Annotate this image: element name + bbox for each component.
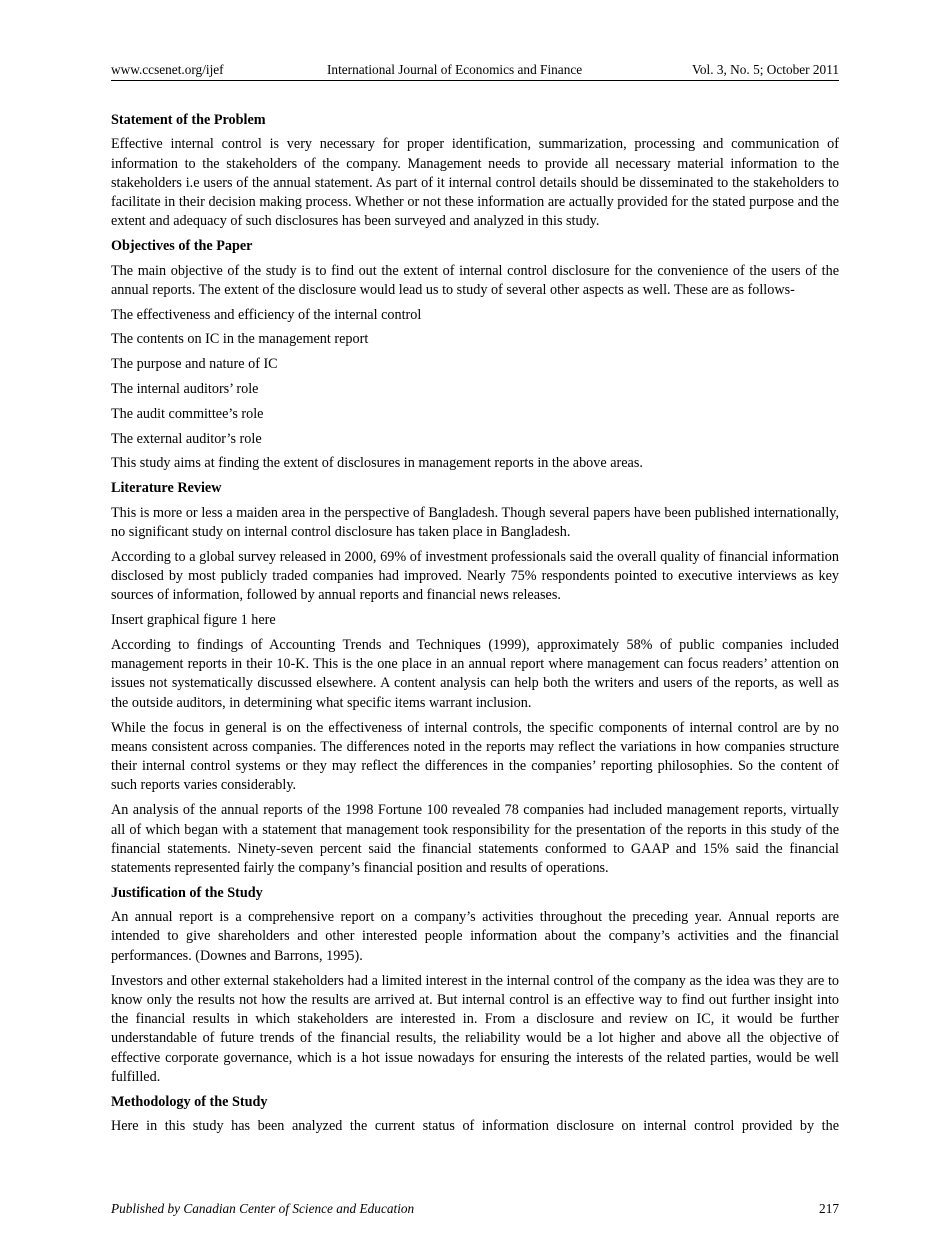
section-literature-review: [111, 479, 839, 878]
list-item: The audit committee’s role: [111, 405, 264, 422]
section-statement-of-problem: [111, 111, 839, 232]
running-header: [111, 62, 839, 81]
list-item: The external auditor’s role: [111, 430, 262, 447]
journal-url: www.ccsenet.org/ijef: [111, 62, 224, 77]
page-number: 217: [819, 1201, 839, 1216]
paragraph: This study aims at finding the extent of disclosures in management reports in the above areas.: [111, 455, 643, 472]
list-item: The internal auditors’ role: [111, 381, 259, 398]
list-item: The purpose and nature of IC: [111, 356, 278, 373]
section-heading: Justification of the Study: [111, 884, 263, 901]
volume-info: Vol. 3, No. 5; October 2011: [692, 62, 839, 77]
paragraph: This is more or less a maiden area in the perspective of Bangladesh. Though several papers have been published internationally, no significant study on internal control disclosure has taken place in Bangladesh.: [111, 504, 839, 540]
paragraph: Investors and other external stakeholders had a limited interest in the internal control of the company as the idea was they are to know only the results not how the results are arrived at. But internal control is an effective way to find out further insight into the financial results in which stakeholders are interested in. From a disclosure and review on IC, it would be further understandable of future trends of the financial results, the reliability would be a lot higher and above all the objective of effective corporate governance, which is a hot issue nowadays for ensuring the interests of the related parties, would be well fulfilled.: [111, 972, 839, 1086]
section-heading: Statement of the Problem: [111, 112, 266, 128]
section-heading: Objectives of the Paper: [111, 238, 253, 255]
paragraph: According to a global survey released in 2000, 69% of investment professionals said the overall quality of financial information disclosed by most publicly traded companies had improved. Nearly 75% respondents pointed to executive interviews as key sources of information, followed by annual reports and financial news releases.: [111, 548, 839, 604]
paragraph: While the focus in general is on the effectiveness of internal controls, the specific components of internal control are by no means consistent across companies. The differences noted in the reports may reflect the variations in how companies structure their internal control systems or they may reflect the differences in the companies’ reporting philosophies. So the content of such reports varies considerably.: [111, 719, 839, 794]
paragraph: According to findings of Accounting Trends and Techniques (1999), approximately 58% of public companies included management reports in their 10-K. This is the one place in an annual report where management can focus readers’ attention on issues not systematically discussed elsewhere. A content analysis can help both the writers and users of the reports, as well as the outside auditors, in determining what specific items warrant inclusion.: [111, 636, 839, 711]
page-body: [111, 111, 839, 1142]
paragraph: An analysis of the annual reports of the 1998 Fortune 100 revealed 78 companies had included management reports, virtually all of which began with a statement that management took responsibility for the presentation of the reports in this study of the financial statements. Ninety-seven percent said the financial statements conformed to GAAP and 15% said the financial statements represented fairly the company’s financial position and results of operations.: [111, 802, 839, 877]
publisher-line: Published by Canadian Center of Science and Education: [111, 1201, 415, 1216]
paragraph: Effective internal control is very necessary for proper identification, summarization, processing and communication of information to the stakeholders of the company. Management needs to provide all necessary material information to the stakeholders i.e users of the annual statement. As part of it internal control details should be disseminated to the stakeholders to facilitate in their decision making process. Whether or not these information are actually provided for the stated purpose and the extent and adequacy of such disclosures has been surveyed and analyzed in this study.: [111, 136, 839, 230]
section-heading: Literature Review: [111, 480, 222, 497]
journal-title: International Journal of Economics and Finance: [327, 62, 583, 77]
section-justification: [111, 884, 839, 1087]
section-objectives: [111, 237, 839, 473]
paragraph: The main objective of the study is to find out the extent of internal control disclosure for the convenience of the users of the annual reports. The extent of the disclosure would lead us to study of several other aspects as well. These are as follows-: [111, 262, 839, 298]
list-item: The contents on IC in the management report: [111, 331, 369, 348]
list-item: The effectiveness and efficiency of the internal control: [111, 306, 422, 323]
paragraph: Here in this study has been analyzed the current status of information disclosure on internal control provided by the: [111, 1118, 839, 1135]
section-heading: Methodology of the Study: [111, 1093, 268, 1110]
figure-placeholder: Insert graphical figure 1 here: [111, 612, 276, 629]
paragraph: An annual report is a comprehensive report on a company’s activities throughout the preceding year. Annual reports are intended to give shareholders and other interested people information about the company’s activities and the financial performances. (Downes and Barrons, 1995).: [111, 909, 839, 964]
section-methodology: [111, 1093, 839, 1137]
